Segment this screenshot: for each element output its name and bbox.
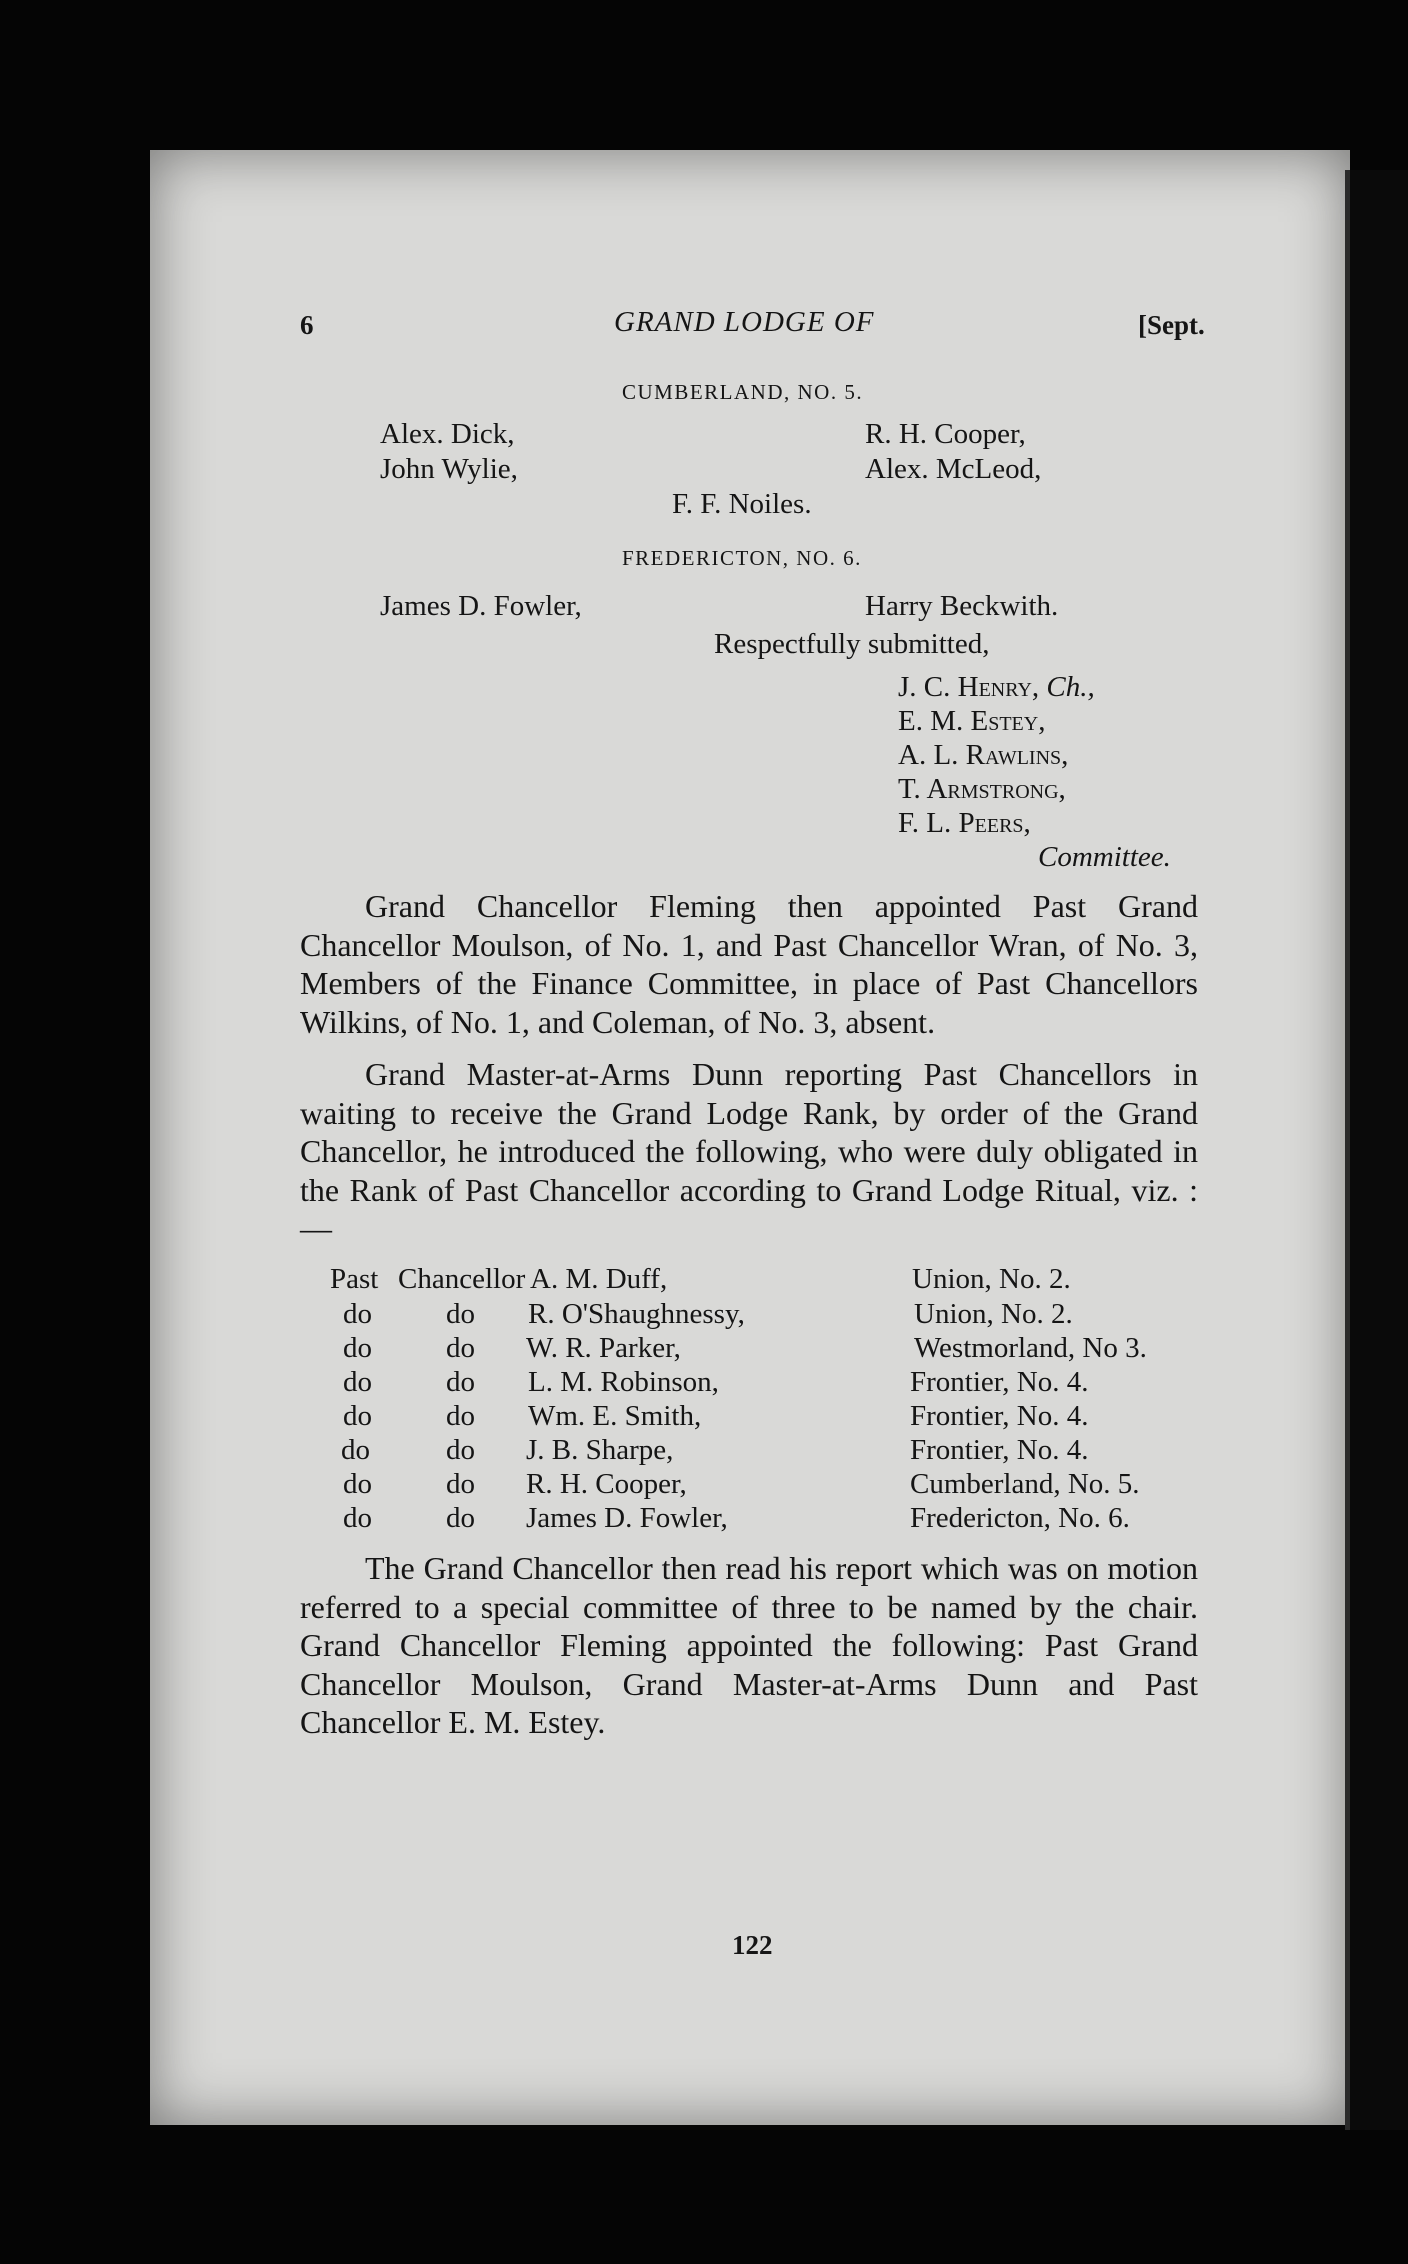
cumberland-left-name-1: Alex. Dick, (380, 418, 515, 450)
cumberland-heading: CUMBERLAND, NO. 5. (622, 380, 864, 404)
cumberland-right-name-1: R. H. Cooper, (865, 418, 1026, 450)
rank-col-1: do (343, 1366, 372, 1398)
table-row (0, 1436, 1408, 1470)
rank-col-1: do (343, 1298, 372, 1330)
paragraph-special-committee: The Grand Chancellor then read his report which was on motion referred to a special committee of three to be named by the chair. Grand Chancellor Fleming appointed the following: Past Grand Chancellor Moulson, Grand Master-at-Arms Dunn and Past Chancellor E. M. Estey. (300, 1550, 1198, 1740)
table-row (0, 1334, 1408, 1368)
folio-number: 122 (732, 1930, 773, 1960)
committee-member-2: E. M. Estey, (898, 705, 1046, 737)
rank-col-1: do (343, 1502, 372, 1534)
rank-col-2: do (446, 1434, 475, 1466)
paragraph-rank-introduction: Grand Master-at-Arms Dunn reporting Past Chancellors in waiting to receive the Grand Lodge Rank, by order of the Grand Chancellor, he introduced the following, who were duly obligated in the Rank of Past Chancellor according to Grand Lodge Ritual, viz. :— (300, 1056, 1198, 1246)
rank-col-2: do (446, 1468, 475, 1500)
member-name: R. O'Shaughnessy, (528, 1298, 745, 1330)
rank-col-1: do (343, 1400, 372, 1432)
committee-member-5: F. L. Peers, (898, 807, 1031, 839)
member-lodge: Frontier, No. 4. (910, 1400, 1089, 1432)
running-header-right: [Sept. (1138, 310, 1205, 340)
cumberland-left-name-2: John Wylie, (380, 453, 518, 485)
member-name: J. B. Sharpe, (526, 1434, 674, 1466)
member-lodge: Union, No. 2. (914, 1298, 1073, 1330)
fredericton-left-name: James D. Fowler, (380, 590, 582, 622)
member-lodge: Cumberland, No. 5. (910, 1468, 1140, 1500)
fredericton-heading: FREDERICTON, NO. 6. (622, 546, 862, 570)
rank-col-2: do (446, 1366, 475, 1398)
fredericton-right-name: Harry Beckwith. (865, 590, 1059, 622)
rank-col-1: do (343, 1468, 372, 1500)
rank-col-2: do (446, 1298, 475, 1330)
committee-label: Committee. (1038, 841, 1171, 873)
running-title: GRAND LODGE OF (614, 306, 875, 338)
member-name: Wm. E. Smith, (528, 1400, 702, 1432)
table-row (0, 1504, 1408, 1538)
member-lodge: Fredericton, No. 6. (910, 1502, 1130, 1534)
table-row (0, 1402, 1408, 1436)
member-lodge: Westmorland, No 3. (914, 1332, 1147, 1364)
page-number: 6 (300, 310, 314, 340)
cumberland-center-name: F. F. Noiles. (672, 488, 812, 520)
rank-col-1: do (341, 1434, 370, 1466)
member-lodge: Frontier, No. 4. (910, 1366, 1089, 1398)
adjacent-page-shadow (1350, 170, 1408, 2130)
committee-member-1 (898, 673, 1095, 702)
member-lodge: Union, No. 2. (912, 1263, 1071, 1295)
member-name: L. M. Robinson, (528, 1366, 719, 1398)
rank-col-1: Past (330, 1263, 379, 1295)
paragraph-finance-committee: Grand Chancellor Fleming then appointed Past Grand Chancellor Moulson, of No. 1, and Past Chancellor Wran, of No. 3, Members of the Finance Committee, in place of Past Chancellors Wilkins, of No. 1, and Coleman, of No. 3, absent. (300, 888, 1198, 1040)
rank-col-2: do (446, 1332, 475, 1364)
committee-member-3: A. L. Rawlins, (898, 739, 1069, 771)
closing-salutation: Respectfully submitted, (714, 628, 990, 660)
member-name: James D. Fowler, (526, 1502, 728, 1534)
table-row (0, 1300, 1408, 1334)
committee-member-4: T. Armstrong, (898, 773, 1066, 805)
table-row (0, 1368, 1408, 1402)
rank-col-2: Chancellor (398, 1263, 526, 1295)
chair-suffix: Ch., (1046, 671, 1095, 703)
rank-col-2: do (446, 1502, 475, 1534)
table-row (0, 1265, 1408, 1299)
rank-col-2: do (446, 1400, 475, 1432)
committee-member-1-name: J. C. Henry, (898, 671, 1047, 703)
table-row (0, 1470, 1408, 1504)
member-name: W. R. Parker, (526, 1332, 681, 1364)
member-name: A. M. Duff, (530, 1263, 668, 1295)
member-lodge: Frontier, No. 4. (910, 1434, 1089, 1466)
rank-col-1: do (343, 1332, 372, 1364)
member-name: R. H. Cooper, (526, 1468, 687, 1500)
cumberland-right-name-2: Alex. McLeod, (865, 453, 1042, 485)
